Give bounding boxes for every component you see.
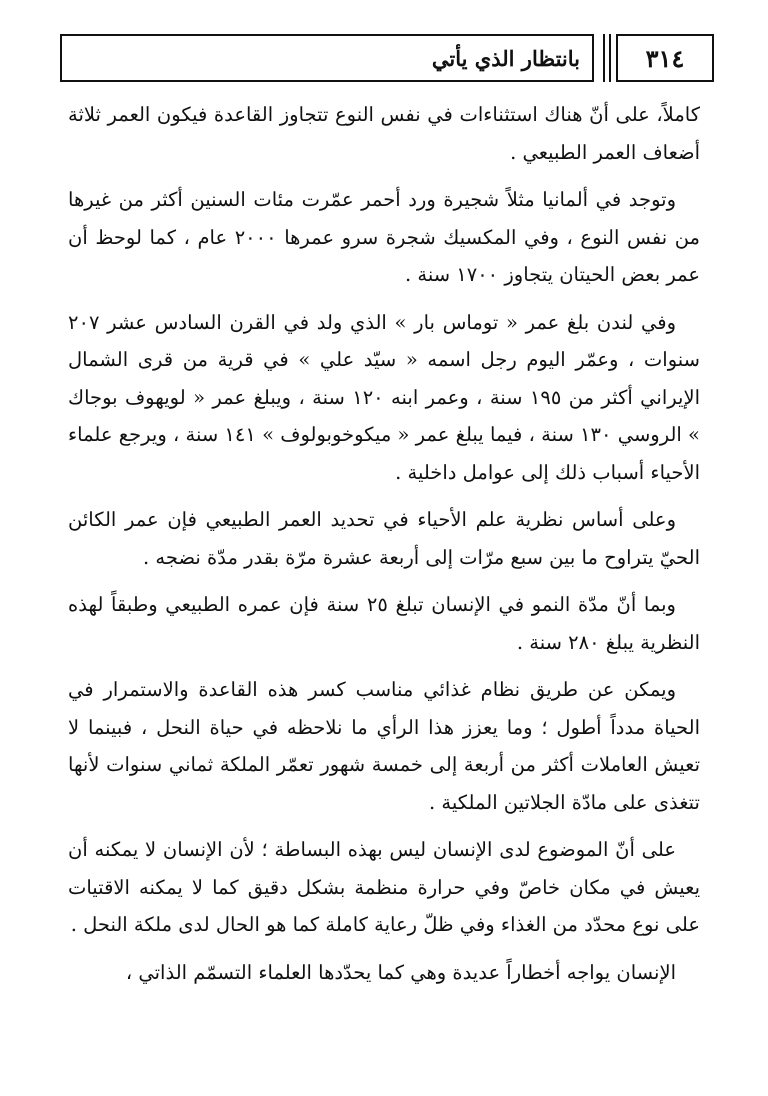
paragraph: وبما أنّ مدّة النمو في الإنسان تبلغ ٢٥ سنة فإن عمره الطبيعي وطبقاً لهذه النظرية يبلغ ٢٨٠ سنة . [68,593,700,654]
paragraph: وتوجد في ألمانيا مثلاً شجيرة ورد أحمر عمّرت مئات السنين أكثر من غيرها من نفس النوع ، وفي المكسيك شجرة سرو عمرها ٢٠٠٠ عام ، كما لوحظ أن عمر بعض الحيتان يتجاوز ١٧٠٠ سنة . [68,188,700,286]
paragraph: ويمكن عن طريق نظام غذائي مناسب كسر هذه القاعدة والاستمرار في الحياة مدداً أطول ؛ وما يعزز هذا الرأي ما نلاحظه في حياة النحل ، فبينما لا تعيش العاملات أكثر من أربعة إلى خمسة شهور تعمّر الملكة ثماني سنوات لأنها تتغذى على مادّة الجلاتين الملكية . [68,678,700,814]
paragraph: وعلى أساس نظرية علم الأحياء في تحديد العمر الطبيعي فإن عمر الكائن الحيّ يتراوح ما بين سبع مرّات إلى أربعة عشرة مرّة بقدر مدّة نضجه . [68,508,700,569]
page-body [68,96,700,1001]
paragraph: على أنّ الموضوع لدى الإنسان ليس بهذه البساطة ؛ لأن الإنسان لا يمكنه أن يعيش في مكان خاصّ وفي حرارة منظمة بشكل دقيق كما لا يمكنه الاقتيات على نوع محدّد من الغذاء وفي ظلّ رعاية كاملة كما هو الحال لدى ملكة النحل . [68,838,700,936]
header-divider [609,34,611,82]
paragraph: الإنسان يواجه أخطاراً عديدة وهي كما يحدّدها العلماء التسمّم الذاتي ، [125,960,676,984]
header-title-box [60,34,594,82]
paragraph: وفي لندن بلغ عمر « توماس بار » الذي ولد في القرن السادس عشر ٢٠٧ سنوات ، وعمّر اليوم رجل اسمه « سيّد علي » في قرية من قرى الشمال الإيراني أكثر من ١٩٥ سنة ، وعمر ابنه ١٢٠ سنة ، ويبلغ عمر « لويهوف بوجاك » الروسي ١٣٠ سنة ، فيما يبلغ عمر « ميكوخوبولوف » ١٤١ سنة ، ويرجع علماء الأحياء أسباب ذلك إلى عوامل داخلية . [68,310,700,484]
running-header [60,34,714,82]
page-number: ٣١٤ [645,44,685,73]
header-title: بانتظار الذي يأتي [431,46,580,71]
header-divider [603,34,605,82]
paragraph: كاملاً، على أنّ هناك استثناءات في نفس النوع تتجاوز القاعدة فيكون العمر ثلاثة أضعاف العمر الطبيعي . [68,103,700,164]
page-number-box [616,34,714,82]
